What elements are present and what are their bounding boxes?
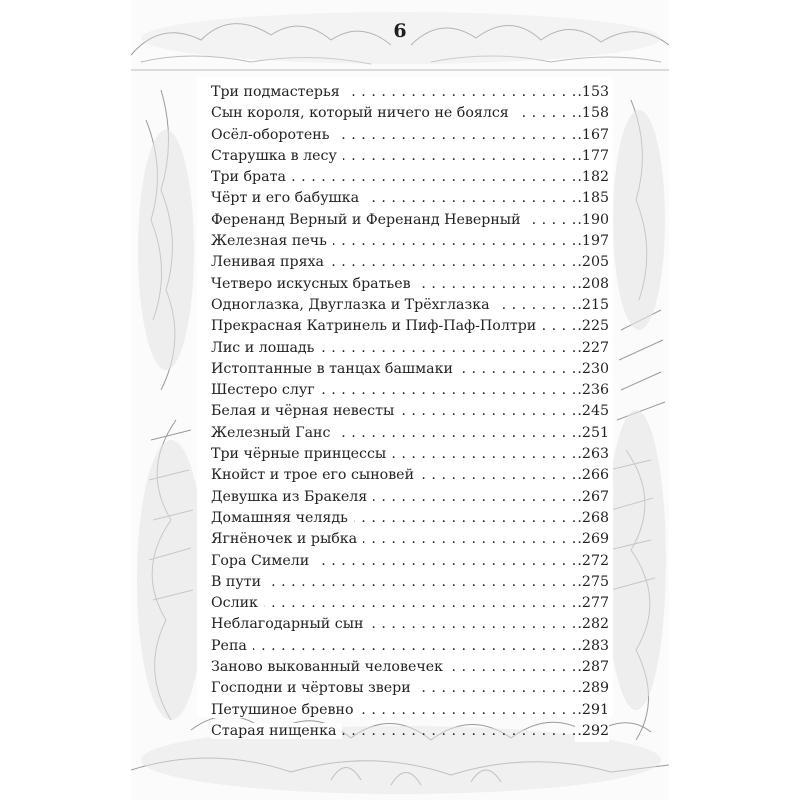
toc-page-number: .236 <box>575 380 609 401</box>
toc-entry[interactable] <box>211 103 609 124</box>
toc-entry[interactable] <box>211 700 609 721</box>
toc-title: Чёрт и его бабушка <box>211 190 365 206</box>
toc-entry[interactable] <box>211 487 609 508</box>
toc-page-number: .291 <box>575 700 609 721</box>
toc-entry[interactable] <box>211 188 609 209</box>
toc-page-number: .287 <box>575 657 609 678</box>
toc-entry[interactable] <box>211 146 609 167</box>
toc-page-number: .215 <box>575 295 609 316</box>
toc-entry[interactable] <box>211 401 609 422</box>
toc-title: Железный Ганс <box>211 425 336 441</box>
toc-entry[interactable] <box>211 167 609 188</box>
toc-entry[interactable] <box>211 657 609 678</box>
toc-title: Кнойст и трое его сыновей <box>211 467 420 483</box>
toc-page-number: .197 <box>575 231 609 252</box>
toc-entry[interactable] <box>211 423 609 444</box>
toc-page-number: .263 <box>575 444 609 465</box>
toc-page-number: .205 <box>575 252 609 273</box>
toc-title: Одноглазка, Двуглазка и Трёхглазка <box>211 297 496 313</box>
toc-entry[interactable] <box>211 295 609 316</box>
toc-page-number: .269 <box>575 529 609 550</box>
toc-title: Три чёрные принцессы <box>211 446 392 462</box>
toc-title: Шестеро слуг <box>211 382 321 398</box>
toc-title: Старушка в лесу <box>211 148 343 164</box>
toc-entry[interactable] <box>211 636 609 657</box>
toc-title: Домашняя челядь <box>211 510 354 526</box>
toc-page-number: .230 <box>575 359 609 380</box>
toc-entry[interactable] <box>211 508 609 529</box>
toc-title: Ягнёночек и рыбка <box>211 531 363 547</box>
toc-entry[interactable] <box>211 274 609 295</box>
toc-page-number: .266 <box>575 465 609 486</box>
book-page <box>131 0 669 800</box>
toc-title: Железная печь <box>211 233 333 249</box>
toc-page-number: .251 <box>575 423 609 444</box>
toc-entry[interactable] <box>211 678 609 699</box>
toc-title: Осёл-оборотень <box>211 127 335 143</box>
toc-entry[interactable] <box>211 210 609 231</box>
toc-entry[interactable] <box>211 338 609 359</box>
toc-page-number: .245 <box>575 401 609 422</box>
toc-entry[interactable] <box>211 593 609 614</box>
toc-title: Лис и лошадь <box>211 340 320 356</box>
toc-page-number: .185 <box>575 188 609 209</box>
toc-page-number: .153 <box>575 82 609 103</box>
toc-entry[interactable] <box>211 316 609 337</box>
toc-entry[interactable] <box>211 252 609 273</box>
toc-title: Ослик <box>211 595 264 611</box>
toc-title: Три подмастерья <box>211 84 346 100</box>
page-number: 6 <box>393 20 407 42</box>
toc-page-number: .267 <box>575 487 609 508</box>
toc-title: В пути <box>211 574 267 590</box>
toc-title: Старая нищенка <box>211 723 342 739</box>
toc-title: Ференанд Верный и Ференанд Неверный <box>211 212 527 228</box>
toc-page-number: .283 <box>575 636 609 657</box>
toc-page-number: .292 <box>575 721 609 742</box>
toc-title: Заново выкованный человечек <box>211 659 449 675</box>
toc-entry[interactable] <box>211 82 609 103</box>
toc-page-number: .177 <box>575 146 609 167</box>
toc-entry[interactable] <box>211 551 609 572</box>
toc-page-number: .268 <box>575 508 609 529</box>
toc-page-number: .225 <box>575 316 609 337</box>
toc-title: Репа <box>211 638 253 654</box>
toc-entry[interactable] <box>211 231 609 252</box>
toc-title: Неблагодарный сын <box>211 616 369 632</box>
toc-title: Истоптанные в танцах башмаки <box>211 361 459 377</box>
toc-title: Господни и чёртовы звери <box>211 680 417 696</box>
toc-page-number: .277 <box>575 593 609 614</box>
toc-title: Петушиное бревно <box>211 702 360 718</box>
toc-title: Ленивая пряха <box>211 254 330 270</box>
table-of-contents <box>211 82 609 742</box>
toc-entry[interactable] <box>211 614 609 635</box>
toc-page-number: .227 <box>575 338 609 359</box>
toc-entry[interactable] <box>211 125 609 146</box>
toc-page-number: .167 <box>575 125 609 146</box>
toc-page-number: .158 <box>575 103 609 124</box>
toc-title: Прекрасная Катринель и Пиф-Паф-Полтри <box>211 318 542 334</box>
toc-entry[interactable] <box>211 721 609 742</box>
toc-entry[interactable] <box>211 380 609 401</box>
toc-entry[interactable] <box>211 529 609 550</box>
toc-page-number: .282 <box>575 614 609 635</box>
toc-title: Три брата <box>211 169 292 185</box>
toc-title: Девушка из Бракеля <box>211 489 373 505</box>
toc-title: Сын короля, который ничего не боялся <box>211 105 515 121</box>
toc-page-number: .272 <box>575 551 609 572</box>
toc-page-number: .182 <box>575 167 609 188</box>
toc-title: Белая и чёрная невесты <box>211 403 400 419</box>
toc-entry[interactable] <box>211 359 609 380</box>
toc-entry[interactable] <box>211 572 609 593</box>
toc-entry[interactable] <box>211 465 609 486</box>
toc-entry[interactable] <box>211 444 609 465</box>
toc-title: Четверо искусных братьев <box>211 276 417 292</box>
toc-page-number: .208 <box>575 274 609 295</box>
toc-page-number: .289 <box>575 678 609 699</box>
toc-title: Гора Симели <box>211 553 315 569</box>
toc-page-number: .275 <box>575 572 609 593</box>
toc-page-number: .190 <box>575 210 609 231</box>
